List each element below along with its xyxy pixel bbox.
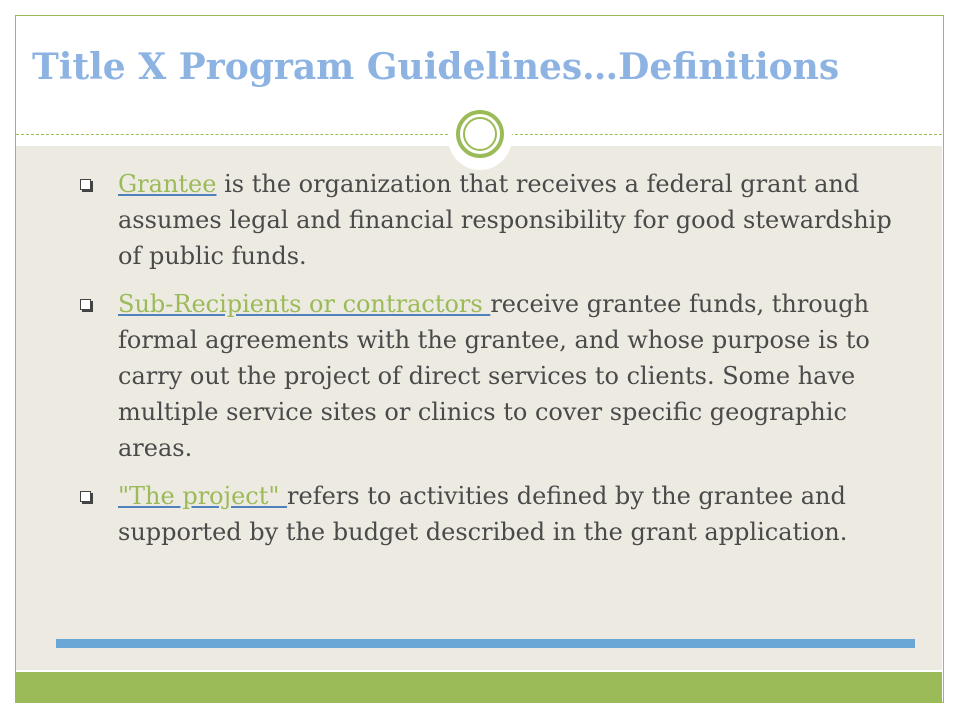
- definition-item-the-project: [72, 478, 912, 550]
- hollow-square-bullet-icon: [80, 299, 91, 310]
- slide-title: Title X Program Guidelines…Definitions: [32, 46, 840, 88]
- term-link-sub-recipients[interactable]: Sub-Recipients or contractors: [118, 290, 491, 318]
- definition-text: is the organization that receives a federal grant and assumes legal and financial responsibility for good stewardship of public funds.: [118, 170, 892, 270]
- term-link-the-project[interactable]: "The project": [118, 482, 288, 510]
- definition-item-sub-recipients: [72, 286, 912, 466]
- definition-text: refers to activities defined by the grantee and supported by the budget described in the grant application.: [118, 482, 848, 546]
- definition-item-grantee: [72, 166, 912, 274]
- circle-ring-icon: [456, 110, 504, 158]
- blue-accent-bar: [56, 639, 915, 648]
- green-footer-bar: [16, 672, 942, 703]
- hollow-square-bullet-icon: [80, 179, 91, 190]
- definition-list: [72, 166, 912, 562]
- hollow-square-bullet-icon: [80, 491, 91, 502]
- definition-text: receive grantee funds, through formal agreements with the grantee, and whose purpose is to carry out the project of direct services to clients. Some have multiple service sites or clinics to cover specific geographic areas.: [118, 290, 870, 462]
- term-link-grantee[interactable]: Grantee: [118, 170, 217, 198]
